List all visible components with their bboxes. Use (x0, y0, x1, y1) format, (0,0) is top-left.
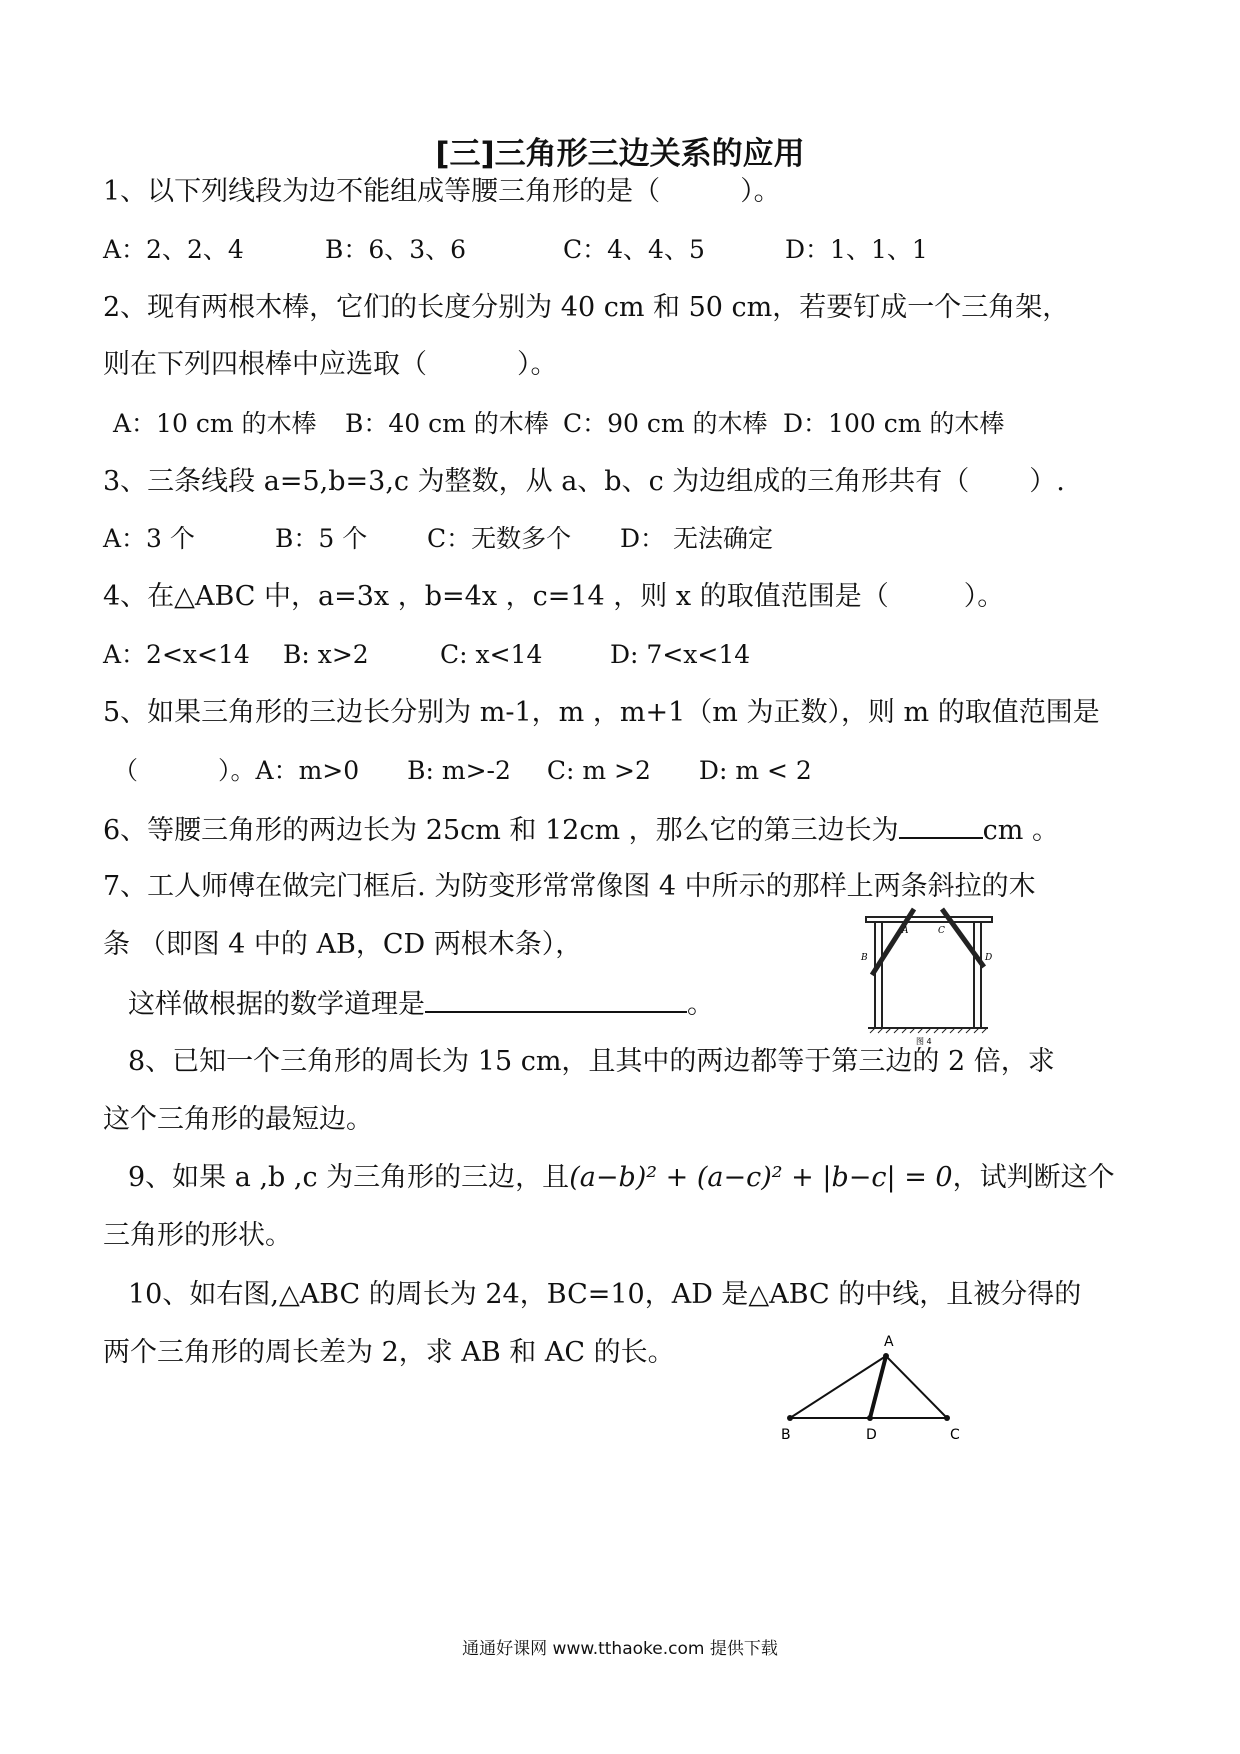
q5-option-d: D: m < 2 (698, 756, 812, 785)
q6-stem-text: 6、等腰三角形的两边长为 25cm 和 12cm ，那么它的第三边长为 (103, 815, 899, 846)
q3-option-a: A：3 个 (103, 524, 195, 553)
q3-stem-end: ）. (1029, 466, 1065, 497)
label-a: A (884, 1334, 894, 1350)
q8-stem-2: 这个三角形的最短边。 (103, 1104, 373, 1135)
point-c (944, 1415, 950, 1421)
page-title: [三]三角形三边关系的应用 (435, 136, 805, 172)
q1-option-d: D：1、1、1 (785, 235, 928, 264)
q3-option-d: D： 无法确定 (620, 524, 773, 553)
q2-option-c: C：90 cm 的木棒 (563, 409, 768, 438)
brace-ab (872, 909, 914, 975)
label-d: D (866, 1427, 877, 1443)
q8-stem: 8、已知一个三角形的周长为 15 cm，且其中的两边都等于第三边的 2 倍，求 (128, 1046, 1055, 1077)
q5-option-c: C: m >2 (546, 756, 651, 785)
q4-option-c: C: x<14 (440, 640, 543, 669)
point-a (883, 1353, 889, 1359)
frame-right-post (974, 922, 981, 1028)
q2-stem: 2、现有两根木棒，它们的长度分别为 40 cm 和 50 cm，若要钉成一个三角架， (103, 292, 1070, 323)
q9-stem-end: ，试判断这个 (952, 1162, 1115, 1193)
point-b (787, 1415, 793, 1421)
q10-stem: 10、如右图,△ABC 的周长为 24，BC=10，AD 是△ABC 的中线，且被分得的 (128, 1279, 1082, 1310)
q4-stem (103, 580, 1004, 614)
q1-stem (103, 175, 781, 209)
q1-option-c: C：4、4、5 (563, 235, 705, 264)
q9-formula: (a−b)² + (a−c)² + |b−c| = 0 (569, 1162, 953, 1193)
q5-line2 (113, 754, 812, 788)
q4-option-a: A：2<x<14 (103, 640, 250, 669)
side-ac (886, 1356, 947, 1418)
q2-option-b: B：40 cm 的木棒 (345, 409, 549, 438)
point-d (867, 1415, 873, 1421)
fig4-label-d: D (985, 953, 993, 963)
q9-stem (128, 1161, 1115, 1195)
fig4-label-b: B (861, 953, 868, 963)
q7-stem: 7、工人师傅在做完门框后. 为防变形常常像图 4 中所示的那样上两条斜拉的木 (103, 871, 1036, 902)
q3-option-b: B：5 个 (275, 524, 368, 553)
label-c: C (950, 1427, 960, 1443)
q3-option-c: C：无数多个 (427, 524, 572, 553)
fig4-label-c: C (938, 926, 945, 936)
q1-stem-text: 1、以下列线段为边不能组成等腰三角形的是（ (103, 176, 661, 207)
q9-stem-2: 三角形的形状。 (103, 1220, 292, 1251)
q5-option-a: A：m>0 (255, 756, 360, 785)
q7-stem-2: 条 （即图 4 中的 AB，CD 两根木条）， (103, 929, 583, 960)
q9-stem-start: 9、如果 a ,b ,c 为三角形的三边，且 (128, 1162, 570, 1193)
q3-stem-text: 3、三条线段 a=5,b=3,c 为整数，从 a、b、c 为边组成的三角形共有（ (103, 466, 970, 497)
q7-stem3-text: 这样做根据的数学道理是 (128, 989, 425, 1020)
q3-stem (103, 465, 1065, 499)
q7-stem3-end: 。 (687, 989, 714, 1020)
q2-stem2-text: 则在下列四根棒中应选取（ (103, 349, 427, 380)
q2-stem2-end: ）。 (517, 349, 558, 380)
q1-stem-end: ）。 (740, 176, 781, 207)
q10-stem-2: 两个三角形的周长差为 2，求 AB 和 AC 的长。 (103, 1337, 675, 1368)
q5-option-b: B: m>-2 (407, 756, 511, 785)
q6-stem (103, 813, 1059, 848)
q2-option-d: D：100 cm 的木棒 (783, 409, 1005, 438)
q2-stem-2 (103, 348, 558, 382)
frame-left-post (875, 922, 882, 1028)
triangle-abc-figure (770, 1330, 980, 1450)
fig4-label-a: A (902, 926, 909, 936)
q7-stem-3 (128, 987, 714, 1022)
label-b: B (781, 1427, 791, 1443)
q5-stem: 5、如果三角形的三边长分别为 m-1，m ，m+1（m 为正数），则 m 的取值范围是 (103, 697, 1100, 728)
q5-paren-close: ）。 (218, 756, 256, 785)
q4-option-d: D: 7<x<14 (610, 640, 751, 669)
q2-option-a: A：10 cm 的木棒 (113, 409, 317, 438)
q1-option-a: A：2、2、4 (103, 235, 244, 264)
q6-answer-blank (899, 813, 983, 839)
q4-stem-text: 4、在△ABC 中，a=3x ，b=4x ，c=14 ，则 x 的取值范围是（ (103, 581, 889, 612)
fig4-caption: 图 4 (916, 1037, 932, 1045)
page-footer: 通通好课网 www.tthaoke.com 提供下载 (462, 1639, 778, 1659)
q7-answer-blank (425, 987, 687, 1013)
door-frame-figure (858, 905, 998, 1045)
q6-stem-end: cm 。 (982, 815, 1059, 846)
q4-option-b: B: x>2 (283, 640, 369, 669)
q5-paren-open: （ (113, 756, 139, 785)
q1-option-b: B：6、3、6 (325, 235, 467, 264)
q4-stem-end: ）。 (963, 581, 1005, 612)
